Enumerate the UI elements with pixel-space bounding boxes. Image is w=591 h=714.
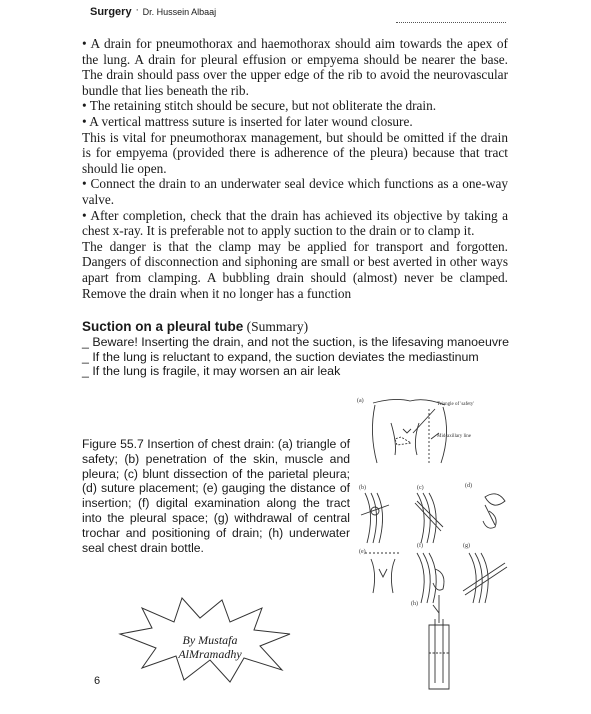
- paragraph-clamp-danger: The danger is that the clamp may be applied for transport and forgotten. Dangers of disconnection and siphoning are small or best averted in other ways apart from clamping. A bubbling drain should (almost) never be clamped. Remove the drain when it no longer has a function: [82, 238, 508, 301]
- header-title: Surgery: [90, 6, 132, 18]
- label-triangle: Triangle of 'safety': [437, 402, 475, 407]
- paragraph-underwater-seal: • Connect the drain to an underwater seal device which functions as a one-way valve.: [82, 176, 508, 207]
- suction-section: [82, 318, 522, 379]
- stamp-line-2: AlMramadhy: [178, 647, 242, 661]
- stamp-line-1: By Mustafa: [182, 633, 238, 647]
- section-heading: [82, 318, 522, 335]
- running-header: [90, 6, 216, 18]
- label-g: (g): [463, 543, 470, 549]
- figure-caption: Figure 55.7 Insertion of chest drain: (a) triangle of safety; (b) penetration of the skin, muscle and pleura; (c) blunt dissection of the parietal pleura; (d) suture placement; (e) gauging the distance of insertion; (f) digital examination along the tract into the pleural space; (g) withdrawal of central trochar and positioning of drain; (h) underwater seal chest drain bottle.: [82, 437, 350, 555]
- label-e: (e): [359, 549, 366, 555]
- paragraph-pneumothorax-note: This is vital for pneumothorax management, but should be omitted if the drain is for empyema (provided there is adherence of the pleura) because that tract should lie open.: [82, 129, 508, 176]
- body-text: [82, 36, 508, 301]
- header-separator: ': [136, 8, 138, 17]
- label-h: (h): [411, 601, 418, 607]
- paragraph-chest-xray: • After completion, check that the drain has achieved its objective by taking a chest x-ray. It is preferable not to apply suction to the drain or to clamp it.: [82, 207, 508, 239]
- paragraph-retaining-stitch: • The retaining stitch should be secure, but not obliterate the drain.: [82, 98, 437, 114]
- section-heading-subtitle: (Summary): [246, 319, 309, 334]
- label-b: (b): [359, 485, 366, 491]
- paragraph-drain-direction: • A drain for pneumothorax and haemothorax should aim towards the apex of the lung. A drain for pleural effusion or empyema should be nearer the base. The drain should pass over the upper edge of the rib to avoid the neurovascular bundle that lies beneath the rib.: [82, 36, 508, 98]
- list-item: _ If the lung is reluctant to expand, the suction deviates the mediastinum: [82, 349, 479, 364]
- chest-drain-illustration: [355, 393, 515, 693]
- list-item: _ Beware! Inserting the drain, and not the suction, is the lifesaving manoeuvre: [82, 335, 510, 349]
- section-heading-title: Suction on a pleural tube: [82, 319, 244, 334]
- header-author: Dr. Hussein Albaaj: [142, 7, 217, 17]
- label-d: (d): [465, 483, 472, 489]
- list-item: _ If the lung is fragile, it may worsen an air leak: [82, 364, 341, 379]
- author-stamp: [150, 633, 270, 661]
- header-rule: [396, 22, 506, 23]
- paragraph-mattress-suture: • A vertical mattress suture is inserted for later wound closure.: [82, 113, 413, 129]
- label-c: (c): [417, 485, 424, 491]
- label-f: (f): [417, 543, 423, 549]
- label-a: (a): [357, 398, 364, 404]
- label-midaxillary: Mid-axillary line: [437, 434, 472, 439]
- page-number: 6: [94, 675, 101, 687]
